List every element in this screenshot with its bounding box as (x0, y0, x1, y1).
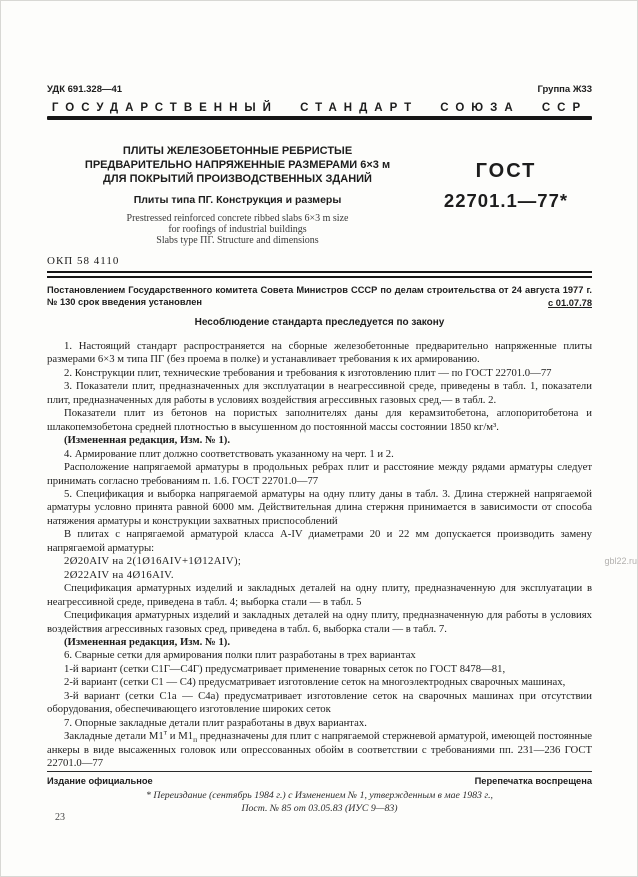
page-number: 23 (55, 812, 65, 823)
paragraph-9: Спецификация арматурных изделий и закладных деталей на одну плиту, предназначенную для эксплуатации в неагрессивной среде, приведена в табл. 4; выборка стали — в табл. 5 (47, 582, 592, 608)
title-ru-line2: ПРЕДВАРИТЕЛЬНО НАПРЯЖЕННЫЕ РАЗМЕРАМИ 6×3 м (84, 159, 391, 171)
anchor-sub: п (193, 735, 198, 745)
footnote-line1: * Переиздание (сентябрь 1984 г.) с Изменением № 1, утвержденным в мае 1983 г., (146, 790, 493, 801)
title-ru-line1: ПЛИТЫ ЖЕЛЕЗОБЕТОННЫЕ РЕБРИСТЫЕ (122, 145, 353, 157)
paragraph-12: 1-й вариант (сетки С1Г—С4Г) предусматривает применение товарных сеток по ГОСТ 8478—81, (64, 662, 506, 675)
title-english (65, 213, 410, 246)
decree-text: Постановлением Государственного комитета Совета Министров СССР по делам строительства от 24 августа 1977 г. № 130 срок введения установлен (47, 285, 592, 307)
paragraph-6: Расположение напрягаемой арматуры в продольных ребрах плит и расстояние между рядами арматуры следует принимать согласно требованиям п. 1.6. ГОСТ 22701.0—77 (47, 461, 592, 487)
anchor-part1: Закладные детали М1 (64, 730, 164, 743)
paragraph-4: Показатели плит из бетонов на пористых заполнителях даны для керамзитобетона, аглопоритобетона и шлакопемзобетона средней плотностью в высушенном до постоянной массы состоянии 1850 кг/м³. (47, 407, 592, 433)
paragraph-anchor-details (47, 727, 592, 770)
footer-row (47, 776, 592, 786)
footer-rule (47, 771, 592, 772)
footnote-line2: Пост. № 85 от 03.05.83 (ИУС 9—83) (241, 803, 398, 814)
paragraph-2: 2. Конструкции плит, технические требования и требования к изготовлению плит — по ГОСТ 22701.0—77 (64, 366, 552, 379)
formula-line-1: 2Ø20АIV на 2(1Ø16АIV+1Ø12АIV); (64, 555, 242, 568)
body-text (47, 340, 592, 771)
paragraph-3: 3. Показатели плит, предназначенных для эксплуатации в неагрессивной среде, приведены в табл. 1, показатели плит, предназначенных для работы в условиях воздействия агрессивных газовых сред,— в табл. 2. (47, 380, 592, 406)
udk-code: УДК 691.328—41 (47, 84, 123, 95)
paragraph-15: 7. Опорные закладные детали плит разработаны в двух вариантах. (64, 716, 367, 729)
title-ru-line3: ДЛЯ ПОКРЫТИЙ ПРОИЗВОДСТВЕННЫХ ЗДАНИЙ (103, 173, 372, 185)
decree-block (47, 285, 592, 308)
paragraph-8: В плитах с напрягаемой арматурой класса А-IV диаметрами 20 и 22 мм допускается производить замену напрягаемой арматуры: (47, 528, 592, 554)
amendment-note-2: (Измененная редакция, Изм. № 1). (64, 635, 231, 648)
anchor-part2: и М1 (166, 730, 194, 743)
group-code: Группа Ж33 (537, 84, 592, 95)
amendment-note-1: (Измененная редакция, Изм. № 1). (64, 434, 231, 447)
formula-line-2: 2Ø22АIV на 4Ø16АIV. (64, 568, 174, 581)
double-rule (47, 271, 592, 278)
official-edition-label: Издание официальное (47, 776, 153, 786)
paragraph-5: 4. Армирование плит должно соответствовать указанному на черт. 1 и 2. (64, 447, 394, 460)
title-en-line1: Prestressed reinforced concrete ribbed slabs 6×3 m size (126, 213, 349, 224)
paragraph-14: 3-й вариант (сетки С1а — С4а) предусматривает изготовление сеток на сварочных машинах при отсутствии оборудования, обеспечивающего изготовление широких сеток (47, 689, 592, 716)
anchor-part3: предназначены для плит с напрягаемой стержневой арматурой, имеющей постоянные анкеры в виде высаженных головок или опрессованных обойм в соответствии с требованиями пп. 231—236 ГОСТ 22701.0—77 (47, 730, 592, 770)
paragraph-7: 5. Спецификация и выборка напрягаемой арматуры на одну плиту даны в табл. 3. Длина стержней напрягаемой арматуры условно принята равной 6000 мм. Действительная длина стержня принимается в зависимости от способа натяжения арматуры и конструкции захватных приспособлений (47, 487, 592, 527)
state-standard-header: ГОСУДАРСТВЕННЫЙ СТАНДАРТ СОЮЗА ССР (51, 102, 588, 114)
title-left-column (47, 144, 420, 246)
title-en-line3: Slabs type ПГ. Structure and dimensions (156, 235, 319, 246)
title-block (47, 144, 592, 246)
okp-code: ОКП 58 4110 (47, 255, 120, 267)
reissue-footnote (47, 789, 592, 815)
anchor-sup: т (163, 727, 167, 737)
meta-row (47, 84, 592, 95)
paragraph-10: Спецификация арматурных изделий и закладных деталей на одну плиту, предназначенную для работы в условиях воздействия агрессивных газовых сред, приведена в табл. 6, выборка стали — в табл. 7. (47, 609, 592, 635)
reprint-prohibited-label: Перепечатка воспрещена (474, 776, 592, 786)
title-en-line2: for roofings of industrial buildings (168, 224, 307, 235)
paragraph-11: 6. Сварные сетки для армирования полки плит разработаны в трех вариантах (64, 649, 416, 662)
title-subtitle: Плиты типа ПГ. Конструкция и размеры (133, 194, 342, 206)
header-rule (47, 116, 592, 120)
gost-label: ГОСТ (475, 160, 537, 182)
paragraph-13: 2-й вариант (сетки С1 — С4) предусматривает изготовление сеток на многоэлектродных сварочных машинах, (64, 676, 566, 689)
gost-number: 22701.1—77* (443, 190, 569, 211)
paragraph-1: 1. Настоящий стандарт распространяется на сборные железобетонные предварительно напряженные плиты размерами 6×3 м типа ПГ (без проема в полке) и устанавливает требования к их армированию. (47, 340, 592, 366)
gost-designation (420, 144, 592, 246)
law-notice: Несоблюдение стандарта преследуется по закону (194, 317, 445, 328)
effective-date: с 01.07.78 (540, 298, 592, 310)
watermark: gbl22.ru (604, 556, 637, 566)
